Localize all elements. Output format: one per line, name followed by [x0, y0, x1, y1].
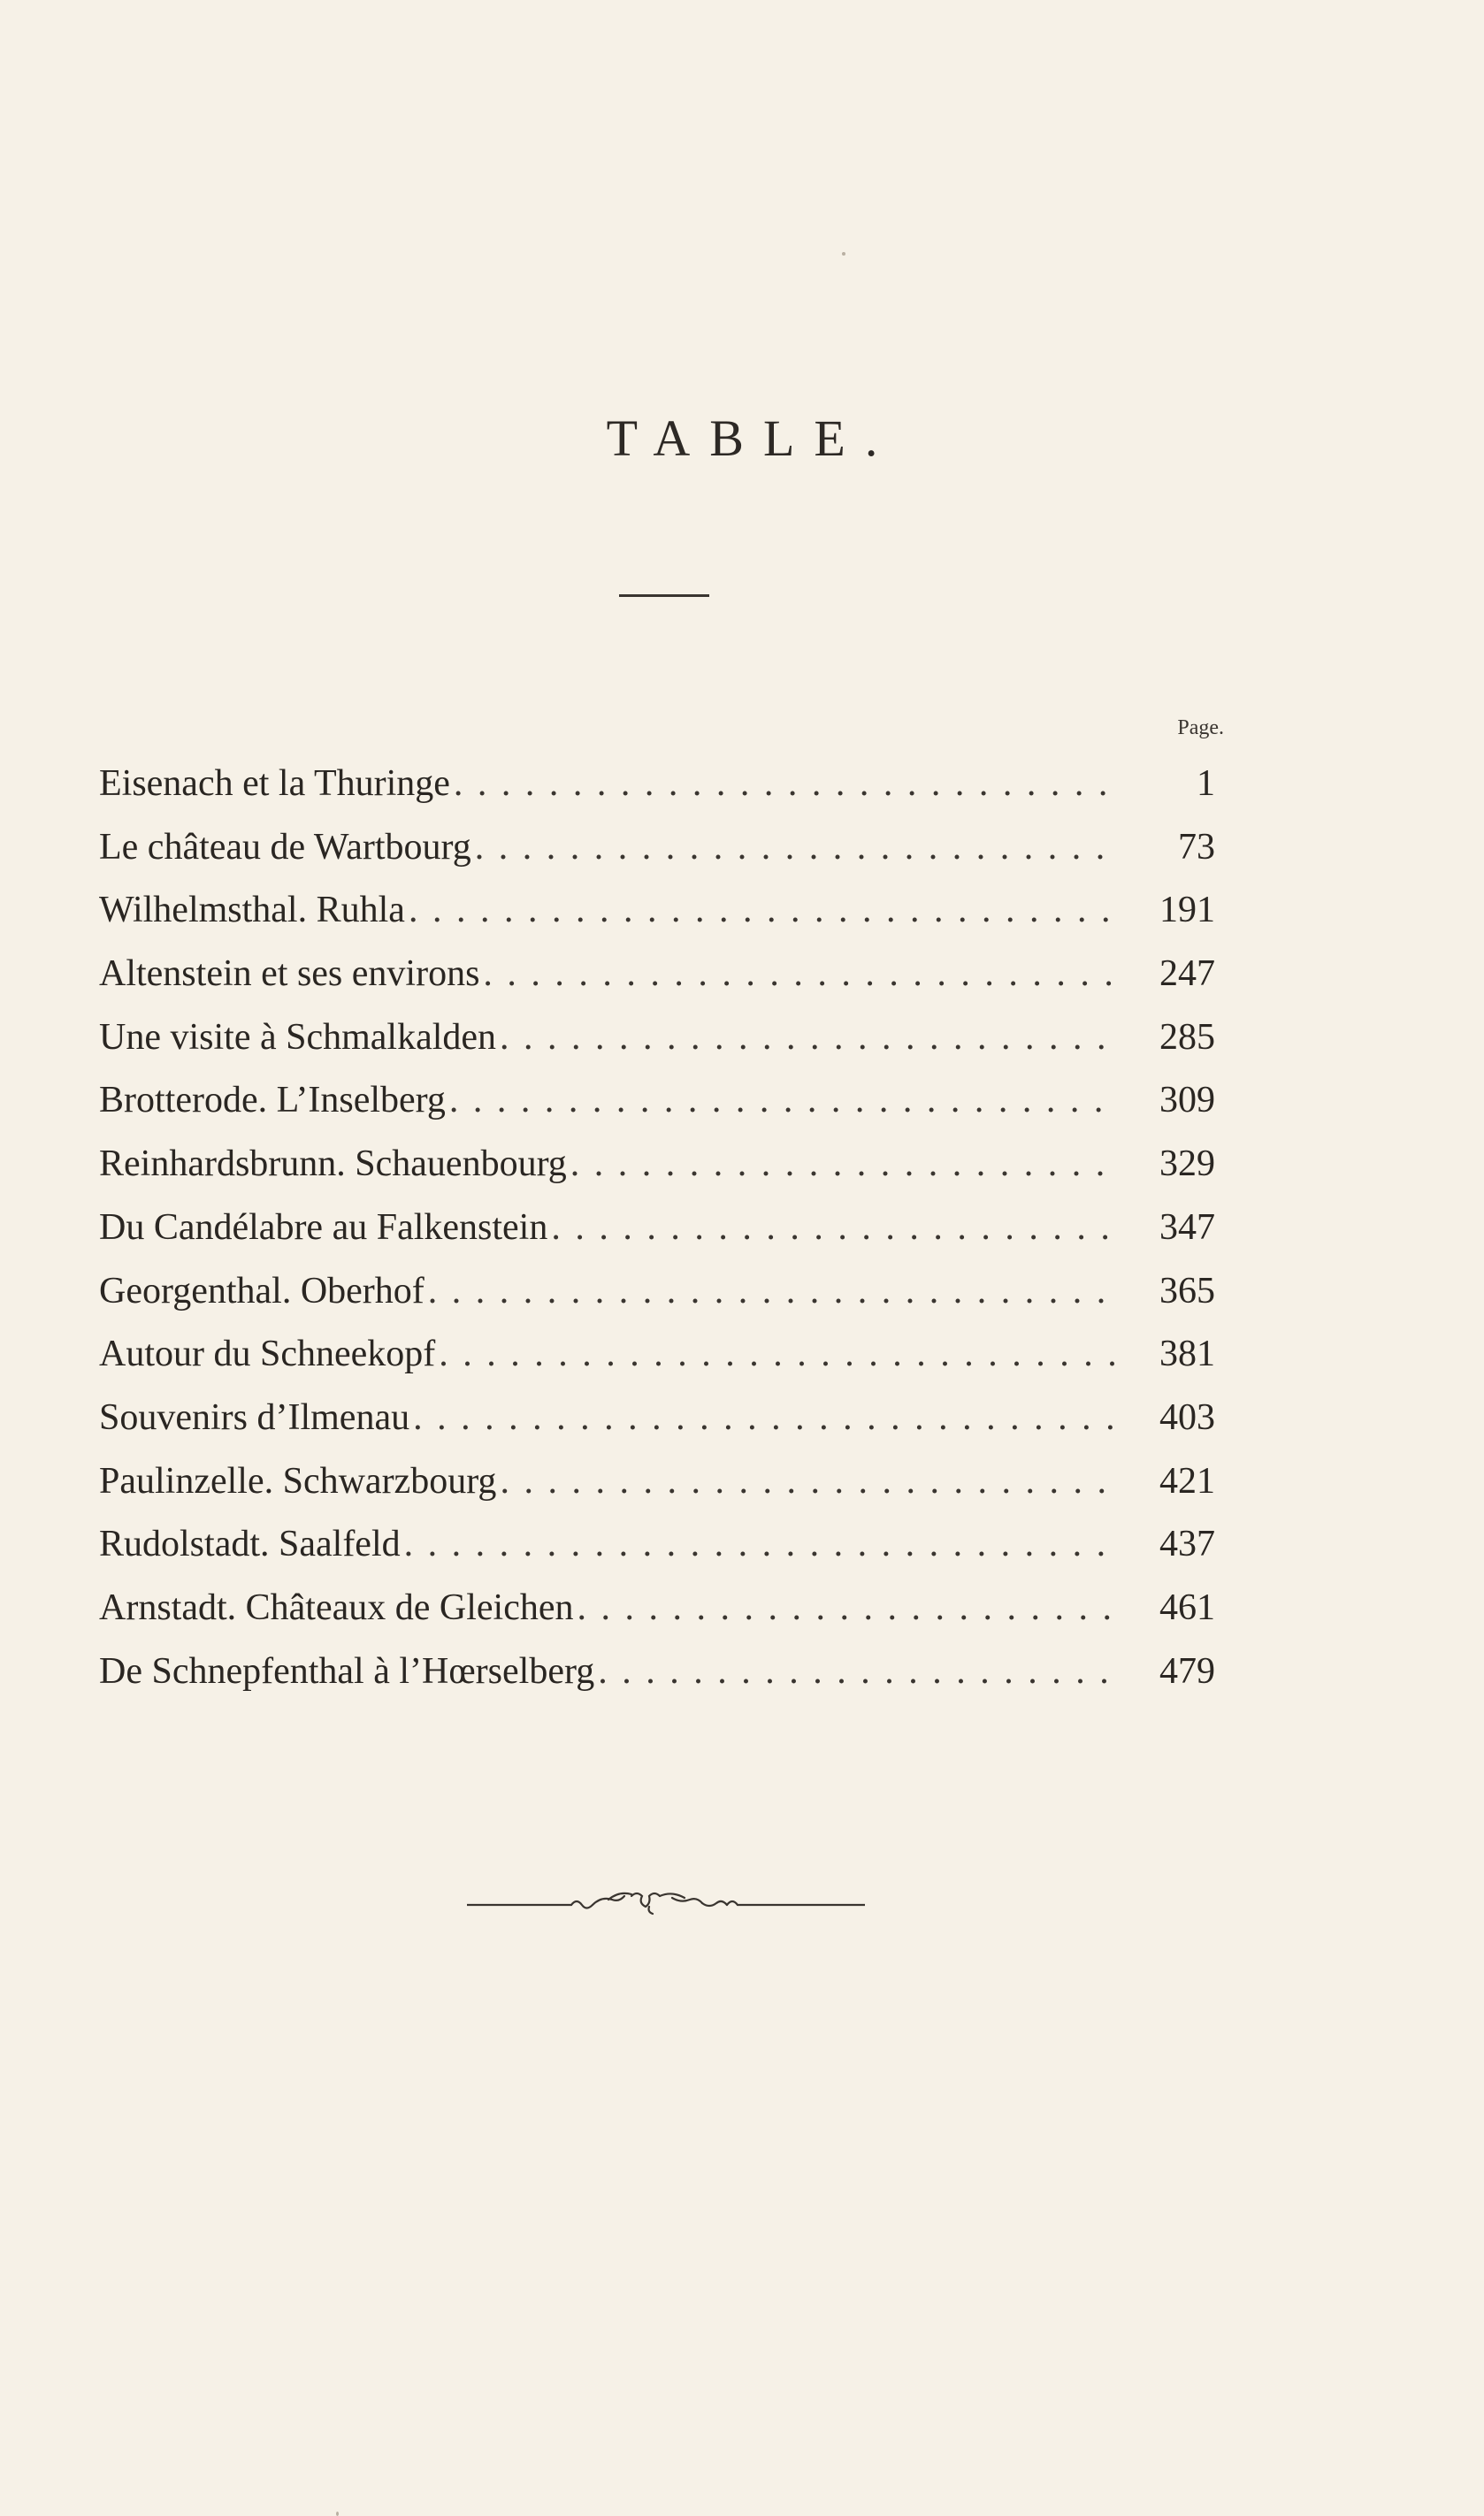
toc-entry-page: 479: [1159, 1650, 1215, 1692]
toc-entry-title: Brotterode. L’Inselberg: [99, 1080, 446, 1121]
toc-entry-page: 73: [1178, 826, 1215, 868]
toc-entry: [99, 826, 1215, 890]
toc-entry-title: Eisenach et la Thuringe: [99, 763, 450, 804]
toc-entry-page: 421: [1159, 1460, 1215, 1502]
dot-leader: [439, 1333, 1118, 1375]
toc-entry-title: Souvenirs d’Ilmenau: [99, 1396, 410, 1438]
paper-speck: [842, 252, 845, 256]
dot-leader: [551, 1206, 1118, 1249]
dot-leader: [500, 1016, 1118, 1059]
dot-leader: [475, 826, 1118, 868]
toc-entry-page: 1: [1197, 763, 1215, 804]
dot-leader: [483, 952, 1118, 995]
table-of-contents: [99, 762, 1215, 1713]
toc-entry: [99, 1206, 1215, 1270]
toc-entry-title: Paulinzelle. Schwarzbourg: [99, 1460, 497, 1502]
dot-leader: [428, 1270, 1118, 1312]
toc-entry-page: 329: [1159, 1143, 1215, 1185]
toc-entry-title: De Schnepfenthal à l’Hœrselberg: [99, 1650, 595, 1692]
toc-entry-title: Arnstadt. Châteaux de Gleichen: [99, 1587, 574, 1628]
toc-entry-page: 347: [1159, 1206, 1215, 1248]
toc-entry-title: Reinhardsbrunn. Schauenbourg: [99, 1143, 567, 1185]
toc-entry-title: Wilhelmsthal. Ruhla: [99, 890, 405, 931]
toc-entry: [99, 1523, 1215, 1587]
toc-entry: [99, 1270, 1215, 1334]
scroll-flourish-ornament-icon: [467, 1884, 865, 1916]
toc-entry: [99, 1143, 1215, 1206]
dot-leader: [413, 1396, 1118, 1439]
toc-entry-page: 437: [1159, 1524, 1215, 1565]
dot-leader: [404, 1523, 1118, 1565]
toc-entry: [99, 1396, 1215, 1460]
toc-entry-page: 285: [1159, 1016, 1215, 1058]
toc-entry-page: 365: [1159, 1270, 1215, 1312]
dot-leader: [598, 1650, 1118, 1693]
toc-entry-page: 403: [1159, 1396, 1215, 1438]
toc-entry-page: 191: [1159, 890, 1215, 931]
toc-entry-title: Le château de Wartbourg: [99, 826, 471, 868]
toc-entry: [99, 1587, 1215, 1650]
title-rule: [619, 594, 709, 597]
toc-entry: [99, 1333, 1215, 1396]
page-title: TABLE.: [606, 409, 898, 467]
toc-entry-title: Altenstein et ses environs: [99, 953, 480, 995]
toc-entry: [99, 952, 1215, 1016]
dot-leader: [449, 1079, 1118, 1121]
toc-entry-page: 247: [1159, 953, 1215, 995]
dot-leader: [570, 1143, 1118, 1185]
paper-speck: [336, 2512, 339, 2516]
toc-entry-page: 381: [1159, 1334, 1215, 1375]
toc-entry-title: Du Candélabre au Falkenstein: [99, 1206, 548, 1248]
toc-entry: [99, 762, 1215, 826]
toc-entry-page: 309: [1159, 1080, 1215, 1121]
dot-leader: [577, 1587, 1118, 1629]
toc-entry-title: Rudolstadt. Saalfeld: [99, 1524, 401, 1565]
toc-entry-page: 461: [1159, 1587, 1215, 1628]
dot-leader: [454, 762, 1118, 805]
toc-entry: [99, 1460, 1215, 1524]
dot-leader: [500, 1460, 1118, 1503]
dot-leader: [409, 889, 1118, 931]
toc-entry: [99, 889, 1215, 952]
toc-entry: [99, 1016, 1215, 1080]
toc-entry: [99, 1079, 1215, 1143]
toc-entry-title: Autour du Schneekopf: [99, 1334, 436, 1375]
page-column-label: Page.: [1177, 716, 1224, 739]
toc-entry-title: Georgenthal. Oberhof: [99, 1270, 425, 1312]
toc-entry-title: Une visite à Schmalkalden: [99, 1016, 497, 1058]
toc-entry: [99, 1650, 1215, 1714]
